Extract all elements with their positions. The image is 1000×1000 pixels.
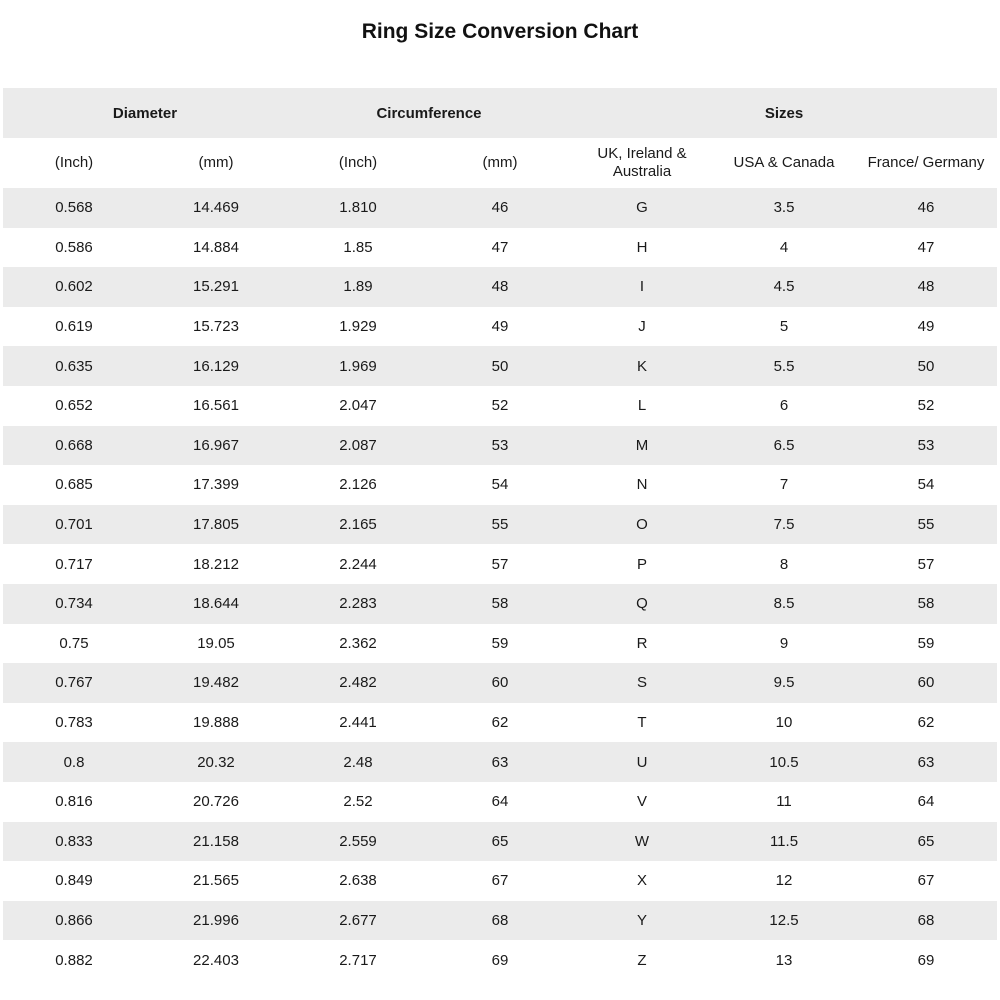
table-cell: 5 (713, 307, 855, 347)
table-cell: 13 (713, 940, 855, 980)
table-header (3, 88, 997, 188)
table-cell: 9.5 (713, 663, 855, 703)
table-cell: 16.561 (145, 386, 287, 426)
table-cell: 7.5 (713, 505, 855, 545)
table-cell: 0.734 (3, 584, 145, 624)
table-cell: 50 (855, 346, 997, 386)
table-cell: 47 (855, 228, 997, 268)
table-cell: 0.767 (3, 663, 145, 703)
table-cell: 0.635 (3, 346, 145, 386)
table-cell: 18.212 (145, 544, 287, 584)
table-cell: 19.888 (145, 703, 287, 743)
table-cell: 55 (429, 505, 571, 545)
table-cell: 20.32 (145, 742, 287, 782)
table-cell: H (571, 228, 713, 268)
table-cell: 4.5 (713, 267, 855, 307)
table-cell: 68 (855, 901, 997, 941)
table-cell: 57 (429, 544, 571, 584)
table-cell: 9 (713, 624, 855, 664)
table-cell: 16.129 (145, 346, 287, 386)
table-cell: 19.05 (145, 624, 287, 664)
column-header-uk-ireland-australia: UK, Ireland & Australia (571, 138, 713, 188)
table-cell: 46 (429, 188, 571, 228)
table-row (3, 386, 997, 426)
table-cell: 14.884 (145, 228, 287, 268)
table-cell: 52 (429, 386, 571, 426)
table-cell: 50 (429, 346, 571, 386)
group-header-row (3, 88, 997, 138)
table-cell: 2.283 (287, 584, 429, 624)
table-row (3, 901, 997, 941)
group-header-sizes: Sizes (571, 88, 997, 138)
table-cell: I (571, 267, 713, 307)
table-cell: 62 (429, 703, 571, 743)
table-row (3, 742, 997, 782)
table-cell: 0.717 (3, 544, 145, 584)
table-row (3, 940, 997, 980)
table-cell: 2.717 (287, 940, 429, 980)
table-cell: 17.399 (145, 465, 287, 505)
table-cell: 1.810 (287, 188, 429, 228)
table-cell: 4 (713, 228, 855, 268)
table-cell: 0.602 (3, 267, 145, 307)
table-cell: 2.126 (287, 465, 429, 505)
table-row (3, 861, 997, 901)
table-cell: U (571, 742, 713, 782)
table-cell: 7 (713, 465, 855, 505)
table-row (3, 505, 997, 545)
table-cell: 1.929 (287, 307, 429, 347)
table-row (3, 426, 997, 466)
table-cell: Q (571, 584, 713, 624)
table-row (3, 822, 997, 862)
table-cell: 54 (855, 465, 997, 505)
table-cell: 2.441 (287, 703, 429, 743)
table-cell: 0.75 (3, 624, 145, 664)
table-cell: 64 (429, 782, 571, 822)
table-cell: 21.996 (145, 901, 287, 941)
table-cell: Z (571, 940, 713, 980)
table-cell: 65 (429, 822, 571, 862)
table-cell: 48 (429, 267, 571, 307)
table-cell: 0.586 (3, 228, 145, 268)
table-cell: 62 (855, 703, 997, 743)
table-cell: 8.5 (713, 584, 855, 624)
table-cell: 2.482 (287, 663, 429, 703)
table-cell: 14.469 (145, 188, 287, 228)
table-cell: 1.969 (287, 346, 429, 386)
column-header-diameter-mm: (mm) (145, 138, 287, 188)
page-title: Ring Size Conversion Chart (361, 20, 639, 43)
table-cell: 47 (429, 228, 571, 268)
table-cell: O (571, 505, 713, 545)
table-cell: R (571, 624, 713, 664)
table-cell: 0.668 (3, 426, 145, 466)
table-cell: 0.849 (3, 861, 145, 901)
table-row (3, 228, 997, 268)
column-header-france-germany: France/ Germany (855, 138, 997, 188)
table-row (3, 307, 997, 347)
table-cell: 0.619 (3, 307, 145, 347)
table-cell: 54 (429, 465, 571, 505)
table-cell: 0.8 (3, 742, 145, 782)
table-cell: 2.638 (287, 861, 429, 901)
column-header-usa-canada: USA & Canada (713, 138, 855, 188)
table-cell: T (571, 703, 713, 743)
table-cell: 12 (713, 861, 855, 901)
table-cell: 48 (855, 267, 997, 307)
table-cell: 2.48 (287, 742, 429, 782)
table-row (3, 624, 997, 664)
table-cell: 2.244 (287, 544, 429, 584)
column-header-diameter-inch: (Inch) (3, 138, 145, 188)
column-header-circumference-inch: (Inch) (287, 138, 429, 188)
table-cell: W (571, 822, 713, 862)
table-cell: 63 (855, 742, 997, 782)
table-cell: 0.568 (3, 188, 145, 228)
group-header-diameter: Diameter (3, 88, 287, 138)
table-cell: 21.158 (145, 822, 287, 862)
table-cell: K (571, 346, 713, 386)
ring-size-conversion-table (3, 88, 997, 980)
table-cell: 53 (429, 426, 571, 466)
table-cell: 0.866 (3, 901, 145, 941)
table-cell: 2.087 (287, 426, 429, 466)
table-cell: 49 (855, 307, 997, 347)
table-cell: 49 (429, 307, 571, 347)
table-cell: 15.723 (145, 307, 287, 347)
table-cell: 6 (713, 386, 855, 426)
table-cell: 68 (429, 901, 571, 941)
table-cell: 60 (429, 663, 571, 703)
table-row (3, 663, 997, 703)
table-cell: 0.816 (3, 782, 145, 822)
table-cell: 59 (855, 624, 997, 664)
table-row (3, 584, 997, 624)
table-cell: 0.833 (3, 822, 145, 862)
table-row (3, 188, 997, 228)
table-cell: 19.482 (145, 663, 287, 703)
table-cell: 55 (855, 505, 997, 545)
table-cell: 67 (429, 861, 571, 901)
table-cell: 2.362 (287, 624, 429, 664)
table-cell: 16.967 (145, 426, 287, 466)
group-header-circumference: Circumference (287, 88, 571, 138)
table-cell: 2.165 (287, 505, 429, 545)
table-cell: 67 (855, 861, 997, 901)
table-cell: 0.701 (3, 505, 145, 545)
table-cell: P (571, 544, 713, 584)
table-cell: 64 (855, 782, 997, 822)
table-cell: 52 (855, 386, 997, 426)
table-cell: 65 (855, 822, 997, 862)
table-cell: 11.5 (713, 822, 855, 862)
table-cell: N (571, 465, 713, 505)
table-cell: 69 (855, 940, 997, 980)
table-cell: V (571, 782, 713, 822)
table-cell: 10.5 (713, 742, 855, 782)
table-cell: Y (571, 901, 713, 941)
table-cell: 63 (429, 742, 571, 782)
table-cell: 60 (855, 663, 997, 703)
table-body (3, 188, 997, 980)
table-cell: 2.52 (287, 782, 429, 822)
table-cell: G (571, 188, 713, 228)
table-row (3, 544, 997, 584)
table-cell: 2.047 (287, 386, 429, 426)
table-cell: 1.89 (287, 267, 429, 307)
table-row (3, 346, 997, 386)
table-cell: 12.5 (713, 901, 855, 941)
table-cell: 0.783 (3, 703, 145, 743)
table-cell: 22.403 (145, 940, 287, 980)
table-cell: 57 (855, 544, 997, 584)
table-cell: 5.5 (713, 346, 855, 386)
table-cell: 10 (713, 703, 855, 743)
table-cell: 2.677 (287, 901, 429, 941)
table-row (3, 782, 997, 822)
table-cell: 69 (429, 940, 571, 980)
table-cell: M (571, 426, 713, 466)
table-cell: 46 (855, 188, 997, 228)
table-cell: 58 (855, 584, 997, 624)
table-cell: 8 (713, 544, 855, 584)
table-cell: 17.805 (145, 505, 287, 545)
table-row (3, 267, 997, 307)
column-header-circumference-mm: (mm) (429, 138, 571, 188)
table-cell: 15.291 (145, 267, 287, 307)
table-row (3, 703, 997, 743)
table-cell: 3.5 (713, 188, 855, 228)
table-cell: S (571, 663, 713, 703)
table-cell: L (571, 386, 713, 426)
table-cell: 18.644 (145, 584, 287, 624)
table-cell: 0.685 (3, 465, 145, 505)
table-cell: 0.882 (3, 940, 145, 980)
table-cell: 11 (713, 782, 855, 822)
table-cell: J (571, 307, 713, 347)
table-row (3, 465, 997, 505)
table-cell: 2.559 (287, 822, 429, 862)
table-cell: 1.85 (287, 228, 429, 268)
table-cell: 58 (429, 584, 571, 624)
table-cell: 0.652 (3, 386, 145, 426)
table-cell: 53 (855, 426, 997, 466)
table-cell: 59 (429, 624, 571, 664)
column-header-row (3, 138, 997, 188)
table-cell: 21.565 (145, 861, 287, 901)
table-cell: 6.5 (713, 426, 855, 466)
table-cell: 20.726 (145, 782, 287, 822)
table-cell: X (571, 861, 713, 901)
